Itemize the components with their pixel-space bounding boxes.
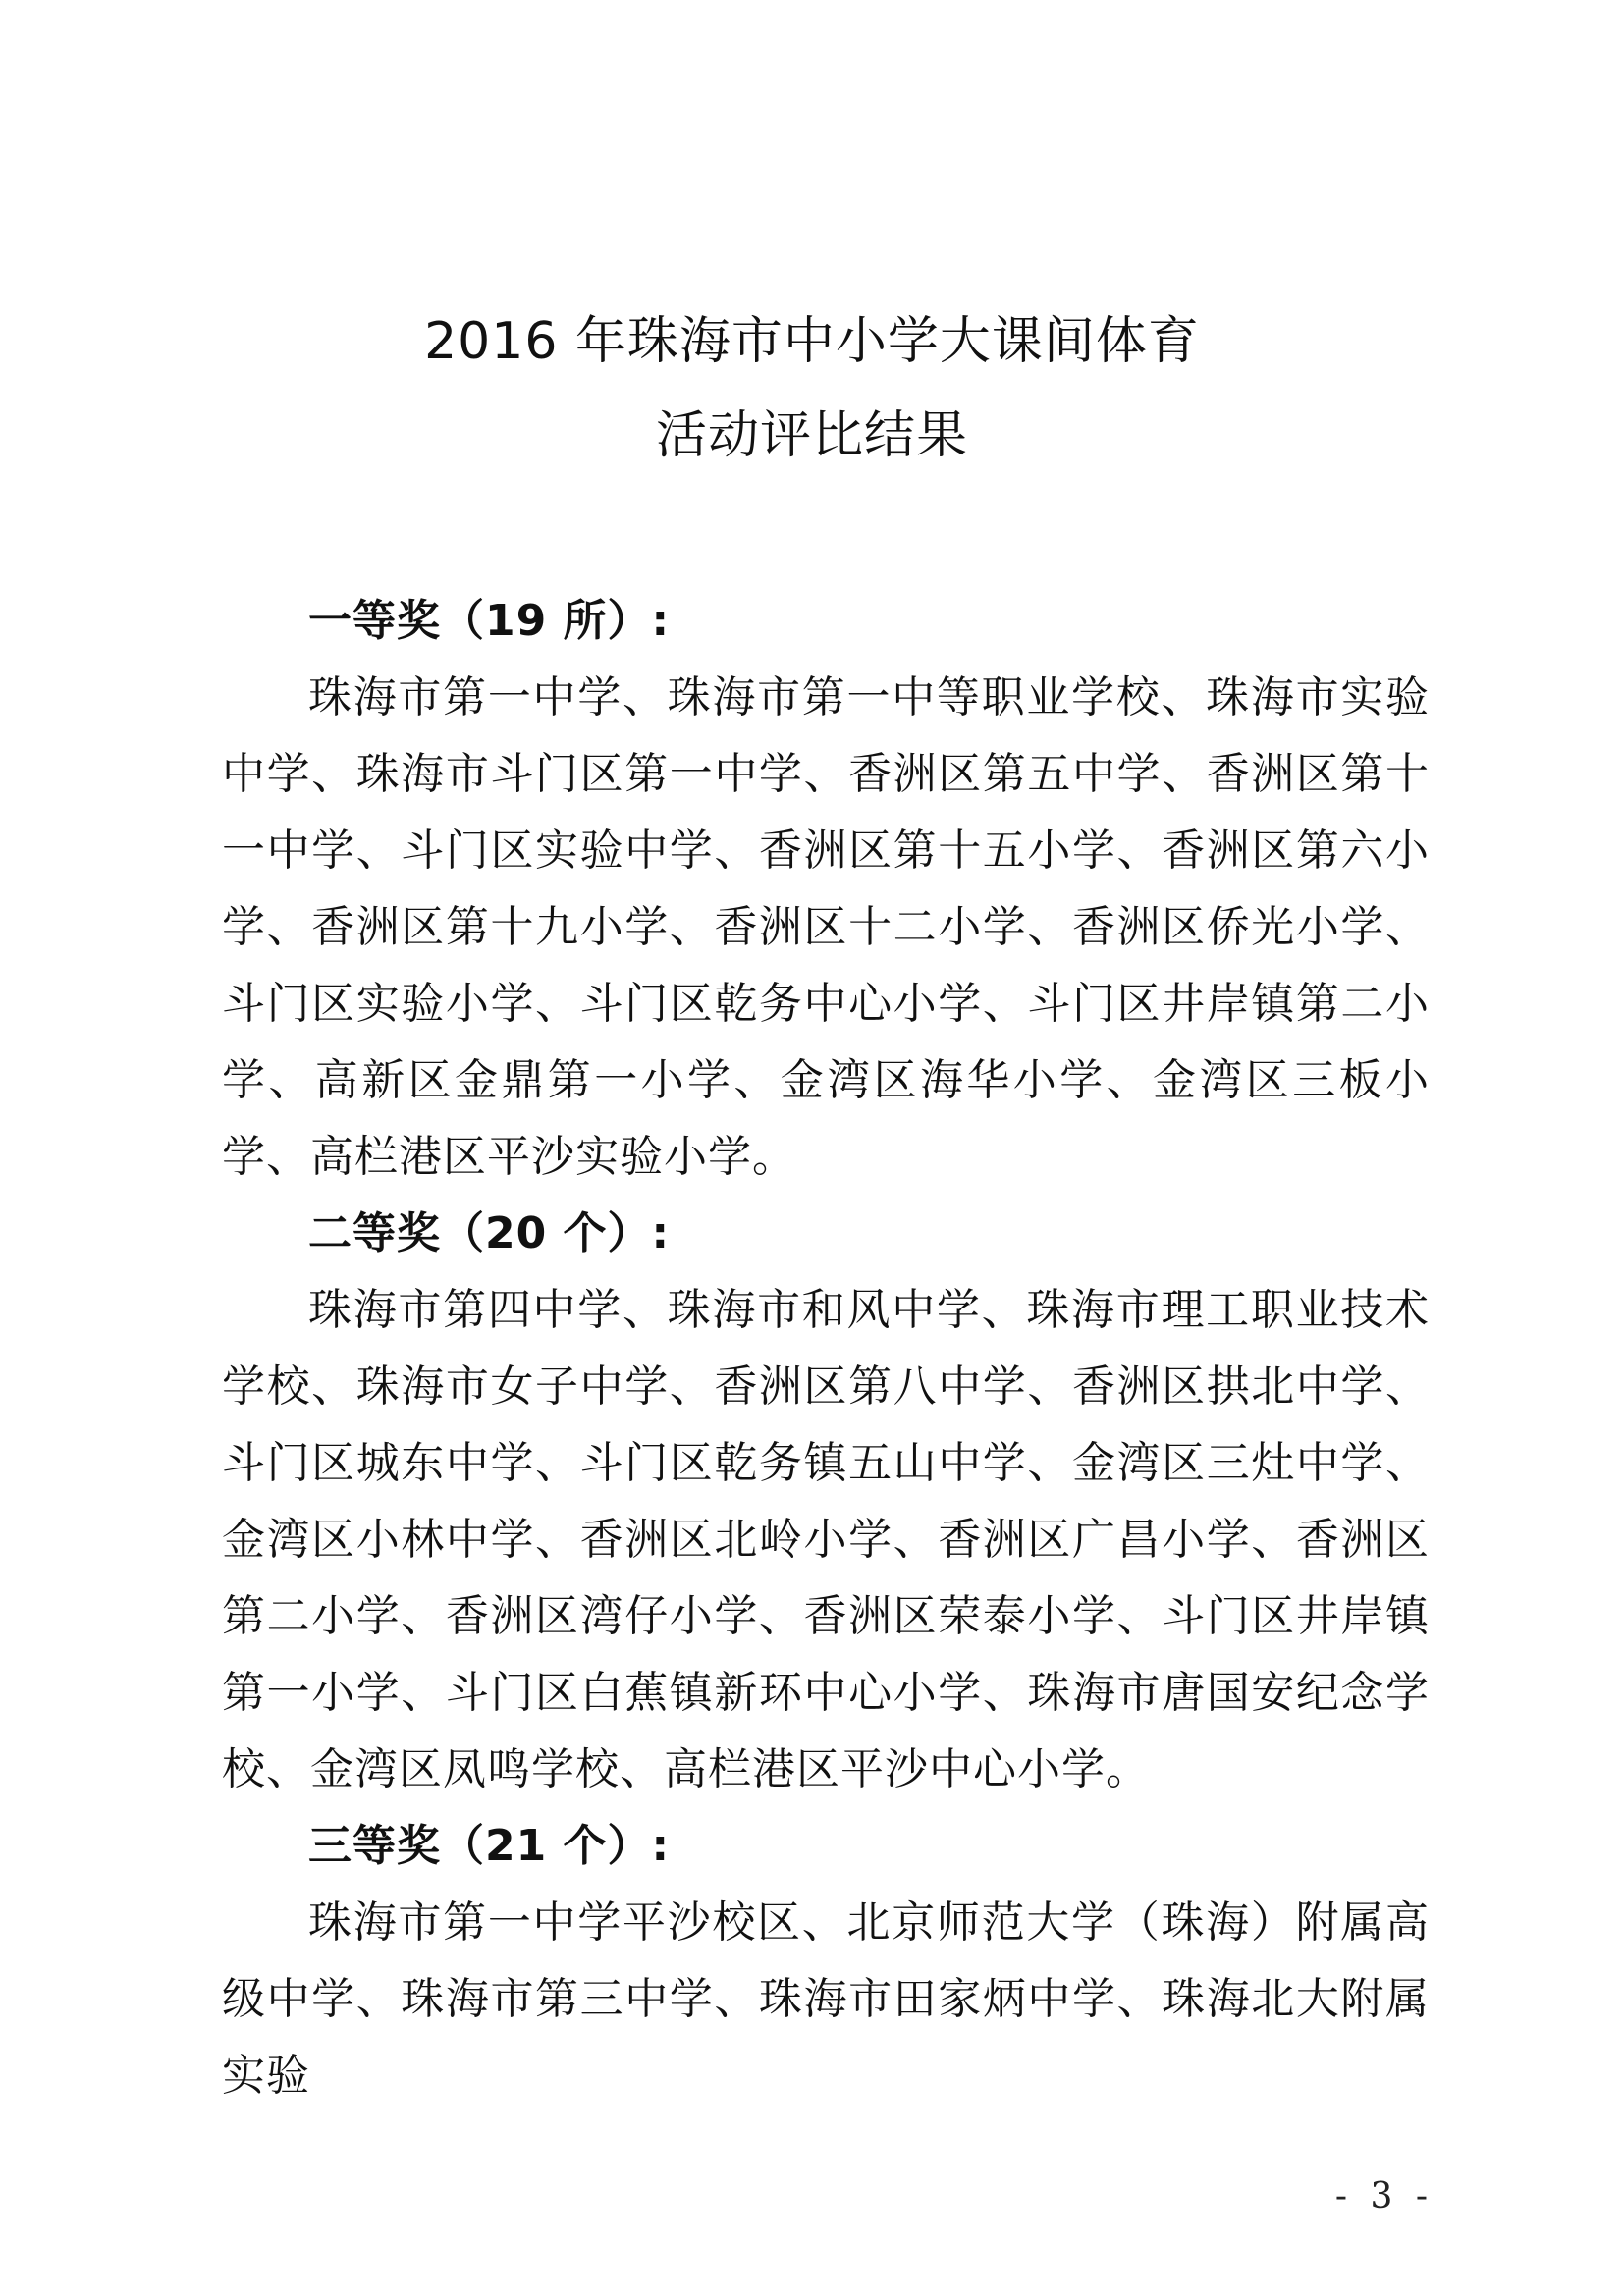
award-section-second xyxy=(222,1196,1430,1808)
section-heading: 三等奖（21 个）: xyxy=(308,1821,671,1871)
award-section-third xyxy=(222,1808,1430,2114)
section-text: 珠海市第一中学平沙校区、北京师范大学（珠海）附属高级中学、珠海市第三中学、珠海市田家炳中学、珠海北大附属实验 xyxy=(222,1897,1430,2101)
award-section-first xyxy=(222,583,1430,1196)
document-title-line-2: 活动评比结果 xyxy=(655,406,968,465)
page-number: - 3 - xyxy=(1334,2176,1434,2216)
document-body xyxy=(222,583,1430,2114)
section-heading: 一等奖（19 所）: xyxy=(308,596,671,646)
section-heading: 二等奖（20 个）: xyxy=(308,1208,671,1258)
document-title-line-1: 2016 年珠海市中小学大课间体育 xyxy=(424,312,1200,371)
section-text: 珠海市第一中学、珠海市第一中等职业学校、珠海市实验中学、珠海市斗门区第一中学、香洲区第五中学、香洲区第十一中学、斗门区实验中学、香洲区第十五小学、香洲区第六小学、香洲区第十九小学、香洲区十二小学、香洲区侨光小学、斗门区实验小学、斗门区乾务中心小学、斗门区井岸镇第二小学、高新区金鼎第一小学、金湾区海华小学、金湾区三板小学、高栏港区平沙实验小学。 xyxy=(222,672,1430,1182)
section-text: 珠海市第四中学、珠海市和风中学、珠海市理工职业技术学校、珠海市女子中学、香洲区第八中学、香洲区拱北中学、斗门区城东中学、斗门区乾务镇五山中学、金湾区三灶中学、金湾区小林中学、香洲区北岭小学、香洲区广昌小学、香洲区第二小学、香洲区湾仔小学、香洲区荣泰小学、斗门区井岸镇第一小学、斗门区白蕉镇新环中心小学、珠海市唐国安纪念学校、金湾区凤鸣学校、高栏港区平沙中心小学。 xyxy=(222,1285,1430,1794)
